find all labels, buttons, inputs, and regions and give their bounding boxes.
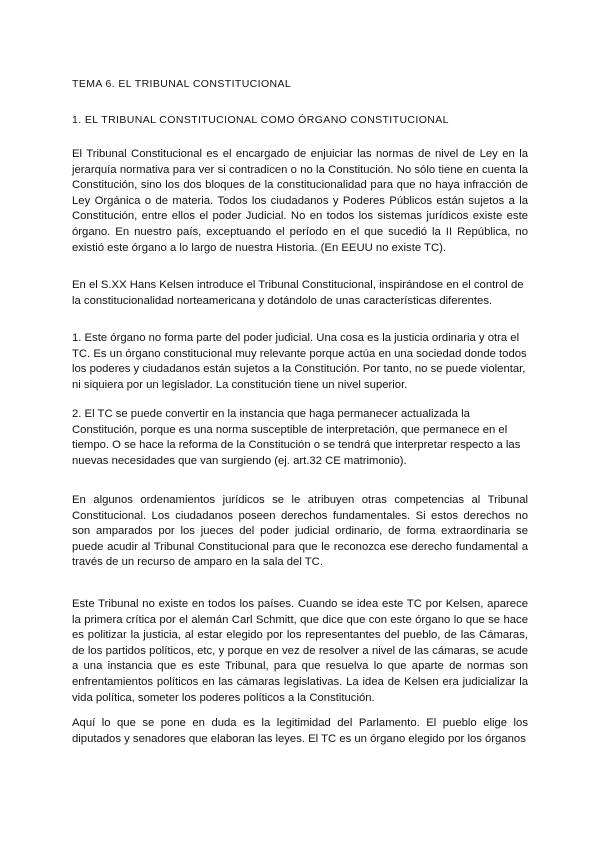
paragraph-tc-definition: El Tribunal Constitucional es el encargado de enjuiciar las normas de nivel de Ley en la jerarquía normativa para ver si contradicen o no la Constitución. No sólo tiene en cuenta la Constitución, sino los dos bloques de la constitucionalidad para que no haya infracción de Ley Orgánica o de materia. Todos los ciudadanos y Poderes Públicos están sujetos a la Constitución, entre ellos el poder Judicial. No en todos los sistemas jurídicos existe este órgano. En nuestro país, exceptuando el período en el que sucedió la II República, no existió este órgano a lo largo de nuestra Historia. (En EEUU no existe TC). (72, 148, 528, 254)
paragraph-point-1: 1. Este órgano no forma parte del poder judicial. Una cosa es la justicia ordinaria y otra el TC. Es un órgano constitucional muy relevante porque actúa en una sociedad donde todos los poderes y ciudadanos están sujetos a la Constitución. Por tanto, no se puede violentar, ni siquiera por un legislador. La constitución tiene un nivel superior. (72, 332, 527, 391)
paragraph-amparo: En algunos ordenamientos jurídicos se le atribuyen otras competencias al Tribunal Constitucional. Los ciudadanos poseen derechos fundamentales. Si estos derechos no son amparados por los jueces del poder judicial ordinario, de forma extraordinaria se puede acudir al Tribunal Constitucional para que le reconozca ese derecho fundamental a través de un recurso de amparo en la sala del TC. (72, 494, 528, 569)
paragraph-kelsen-intro: En el S.XX Hans Kelsen introduce el Tribunal Constitucional, inspirándose en el control de la constitucionalidad norteamericana y dotándolo de unas características diferentes. (72, 279, 524, 307)
paragraph-legitimacy: Aquí lo que se pone en duda es la legitimidad del Parlamento. El pueblo elige los diputados y senadores que elaboran las leyes. El TC es un órgano elegido por los órganos (72, 717, 528, 745)
document-title: TEMA 6. EL TRIBUNAL CONSTITUCIONAL (72, 78, 292, 90)
paragraph-point-2: 2. El TC se puede convertir en la instancia que haga permanecer actualizada la Constitución, porque es una norma susceptible de interpretación, que permanece en el tiempo. O se hace la reforma de la Constitución o se tendrá que interpretar respecto a las nuevas necesidades que van surgiendo (ej. art.32 CE matrimonio). (72, 408, 521, 467)
paragraph-schmitt-critique: Este Tribunal no existe en todos los países. Cuando se idea este TC por Kelsen, aparece la primera crítica por el alemán Carl Schmitt, que dice que con este órgano lo que se hace es politizar la justicia, al estar elegido por los representantes del pueblo, de las Cámaras, de los partidos políticos, etc, y porque en vez de resolver a nivel de las cámaras, se acude a una instancia que es este Tribunal, para que resuelva lo que aparte de normas son enfrentamientos políticos en las cámaras legislativas. La idea de Kelsen era judicializar la vida política, someter los poderes políticos a la Constitución. (72, 598, 528, 704)
section-heading: 1. EL TRIBUNAL CONSTITUCIONAL COMO ÓRGANO CONSTITUCIONAL (72, 114, 449, 126)
